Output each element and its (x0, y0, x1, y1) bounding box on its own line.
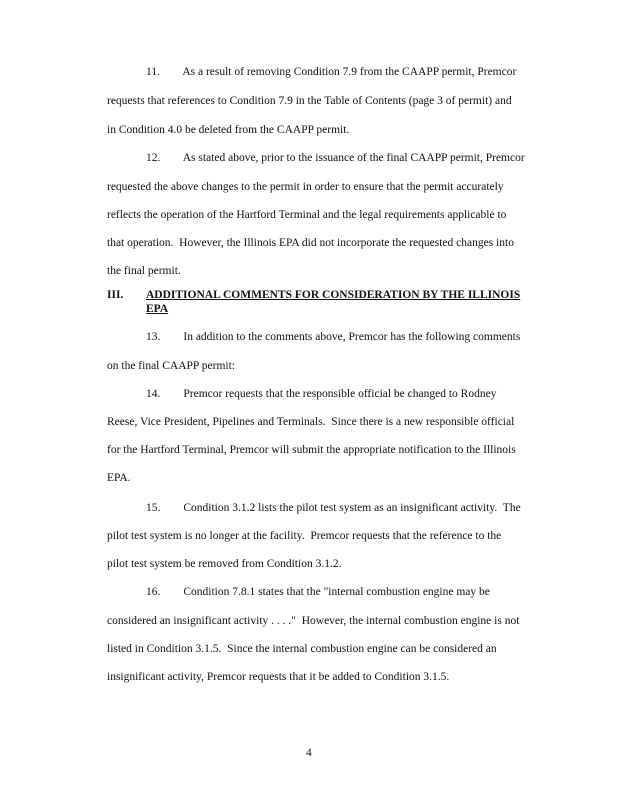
paragraph-line: 13. In addition to the comments above, Premcor has the following comments (146, 331, 521, 343)
paragraph-line: in Condition 4.0 be deleted from the CAAPP permit. (107, 124, 350, 136)
section-title-line: EPA (146, 303, 169, 315)
paragraph-line: requests that references to Condition 7.9 in the Table of Contents (page 3 of permit) and (107, 95, 512, 107)
paragraph-line: insignificant activity, Premcor requests that it be added to Condition 3.1.5. (107, 671, 450, 683)
paragraph-line: 16. Condition 7.8.1 states that the "internal combustion engine may be (146, 586, 490, 598)
paragraph-line: on the final CAAPP permit: (107, 360, 235, 372)
paragraph-line: EPA. (107, 472, 131, 484)
section-title-line: ADDITIONAL COMMENTS FOR CONSIDERATION BY THE ILLINOIS (146, 289, 521, 301)
paragraph-line: the final permit. (107, 265, 181, 277)
paragraph-line: considered an insignificant activity . . . ." However, the internal combustion engine is not (107, 615, 520, 627)
paragraph-line: pilot test system be removed from Condition 3.1.2. (107, 558, 342, 570)
paragraph-line: pilot test system is no longer at the facility. Premcor requests that the reference to the (107, 530, 502, 542)
paragraph-line: 12. As stated above, prior to the issuance of the final CAAPP permit, Premcor (146, 152, 525, 164)
paragraph-line: 15. Condition 3.1.2 lists the pilot test system as an insignificant activity. The (146, 502, 521, 514)
paragraph-line: 11. As a result of removing Condition 7.9 from the CAAPP permit, Premcor (146, 66, 517, 78)
paragraph-line: that operation. However, the Illinois EPA did not incorporate the requested changes into (107, 237, 514, 249)
paragraph-line: listed in Condition 3.1.5. Since the internal combustion engine can be considered an (107, 643, 497, 655)
paragraph-line: for the Hartford Terminal, Premcor will submit the appropriate notification to the Illinois (107, 444, 516, 456)
paragraph-line: reflects the operation of the Hartford Terminal and the legal requirements applicable to (107, 209, 507, 221)
paragraph-line: Reese, Vice President, Pipelines and Terminals. Since there is a new responsible official (107, 416, 515, 428)
paragraph-line: requested the above changes to the permit in order to ensure that the permit accurately (107, 181, 504, 193)
section-number: III. (107, 289, 124, 301)
page-number: 4 (306, 747, 312, 759)
paragraph-line: 14. Premcor requests that the responsible official be changed to Rodney (146, 388, 497, 400)
